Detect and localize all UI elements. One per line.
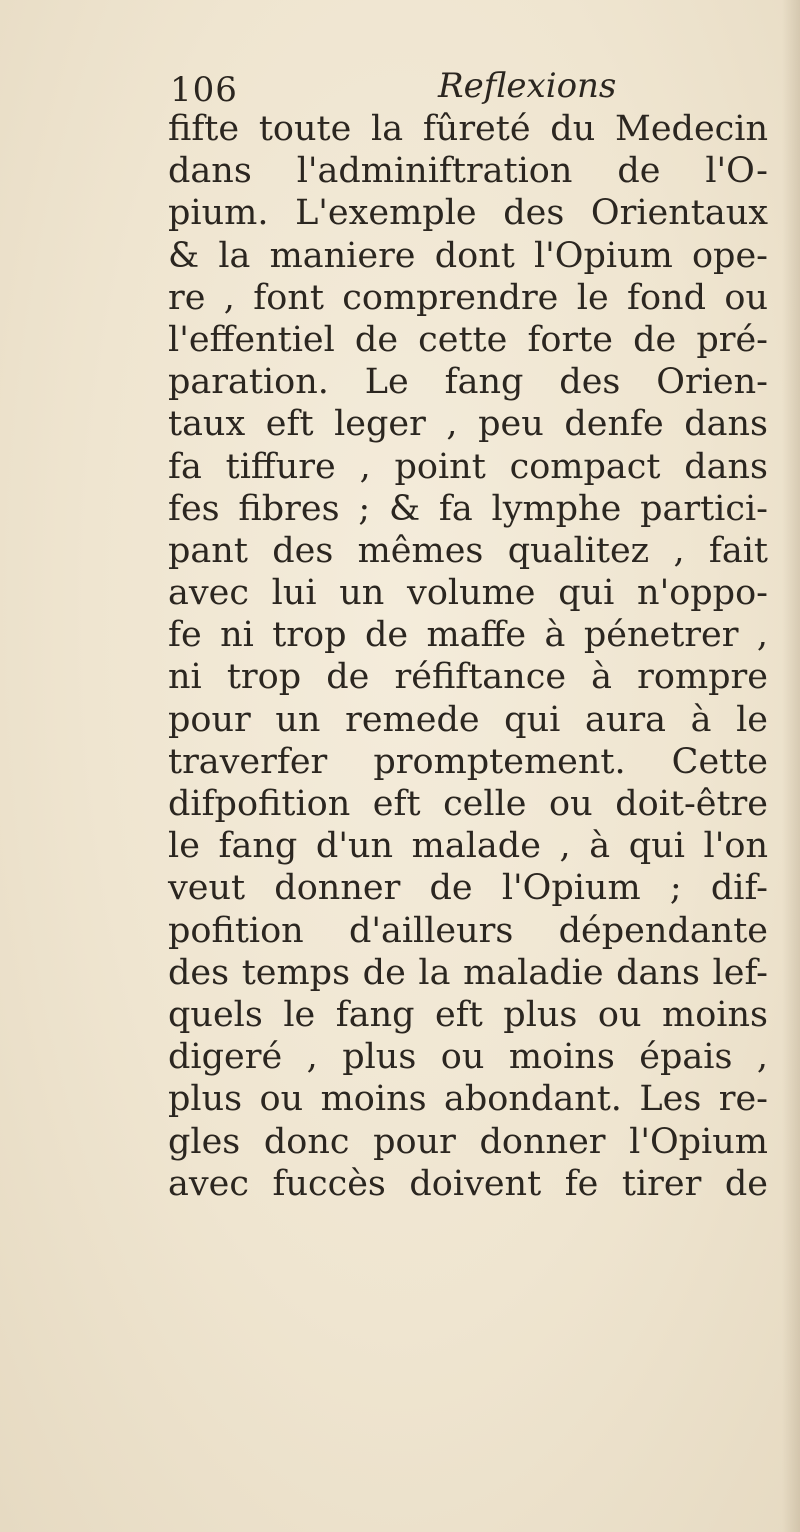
text-line: pant des mêmes qualitez , fait [168, 530, 768, 571]
text-line: fe ni trop de maffe à pénetrer , [168, 615, 768, 656]
page-edge-shadow [782, 0, 800, 1532]
text-line: veut donner de l'Opium ; dif- [168, 868, 768, 909]
text-line: l'effentiel de cette forte de pré- [168, 319, 768, 360]
text-line: plus ou moins abondant. Les re- [168, 1079, 768, 1120]
page-number: 106 [170, 70, 238, 110]
page-header [170, 62, 690, 112]
text-line: avec lui un volume qui n'oppo- [168, 573, 768, 614]
text-line: & la maniere dont l'Opium ope- [168, 235, 768, 276]
text-line: des temps de la maladie dans lef- [168, 952, 768, 993]
text-line: pofition d'ailleurs dépendante [168, 910, 768, 951]
text-line: digeré , plus ou moins épais , [168, 1037, 768, 1078]
text-line: fifte toute la fûreté du Medecin [168, 109, 768, 149]
text-line: difpofition eft celle ou doit-être [168, 784, 768, 824]
text-line: dans l'adminiftration de l'O- [168, 151, 768, 192]
text-line: le fang d'un malade , à qui l'on [168, 826, 768, 867]
text-line: quels le fang eft plus ou moins [168, 994, 768, 1035]
text-line: fes fibres ; & fa lymphe partici- [168, 488, 768, 529]
text-line: traverfer promptement. Cette [168, 741, 768, 782]
text-line: gles donc pour donner l'Opium [168, 1121, 768, 1162]
text-line: taux eft leger , peu denfe dans [168, 404, 768, 445]
text-line: re , font comprendre le fond ou [168, 277, 768, 318]
text-line: pour un remede qui aura à le [168, 699, 768, 740]
text-line: avec fuccès doivent fe tirer de [168, 1163, 768, 1204]
text-line: ni trop de réfiftance à rompre [168, 657, 768, 698]
body-text [168, 108, 768, 1205]
text-line: fa tiffure , point compact dans [168, 446, 768, 487]
text-line: paration. Le fang des Orien- [168, 362, 768, 403]
text-line: pium. L'exemple des Orientaux [168, 193, 768, 234]
running-title: Reflexions [438, 66, 617, 106]
